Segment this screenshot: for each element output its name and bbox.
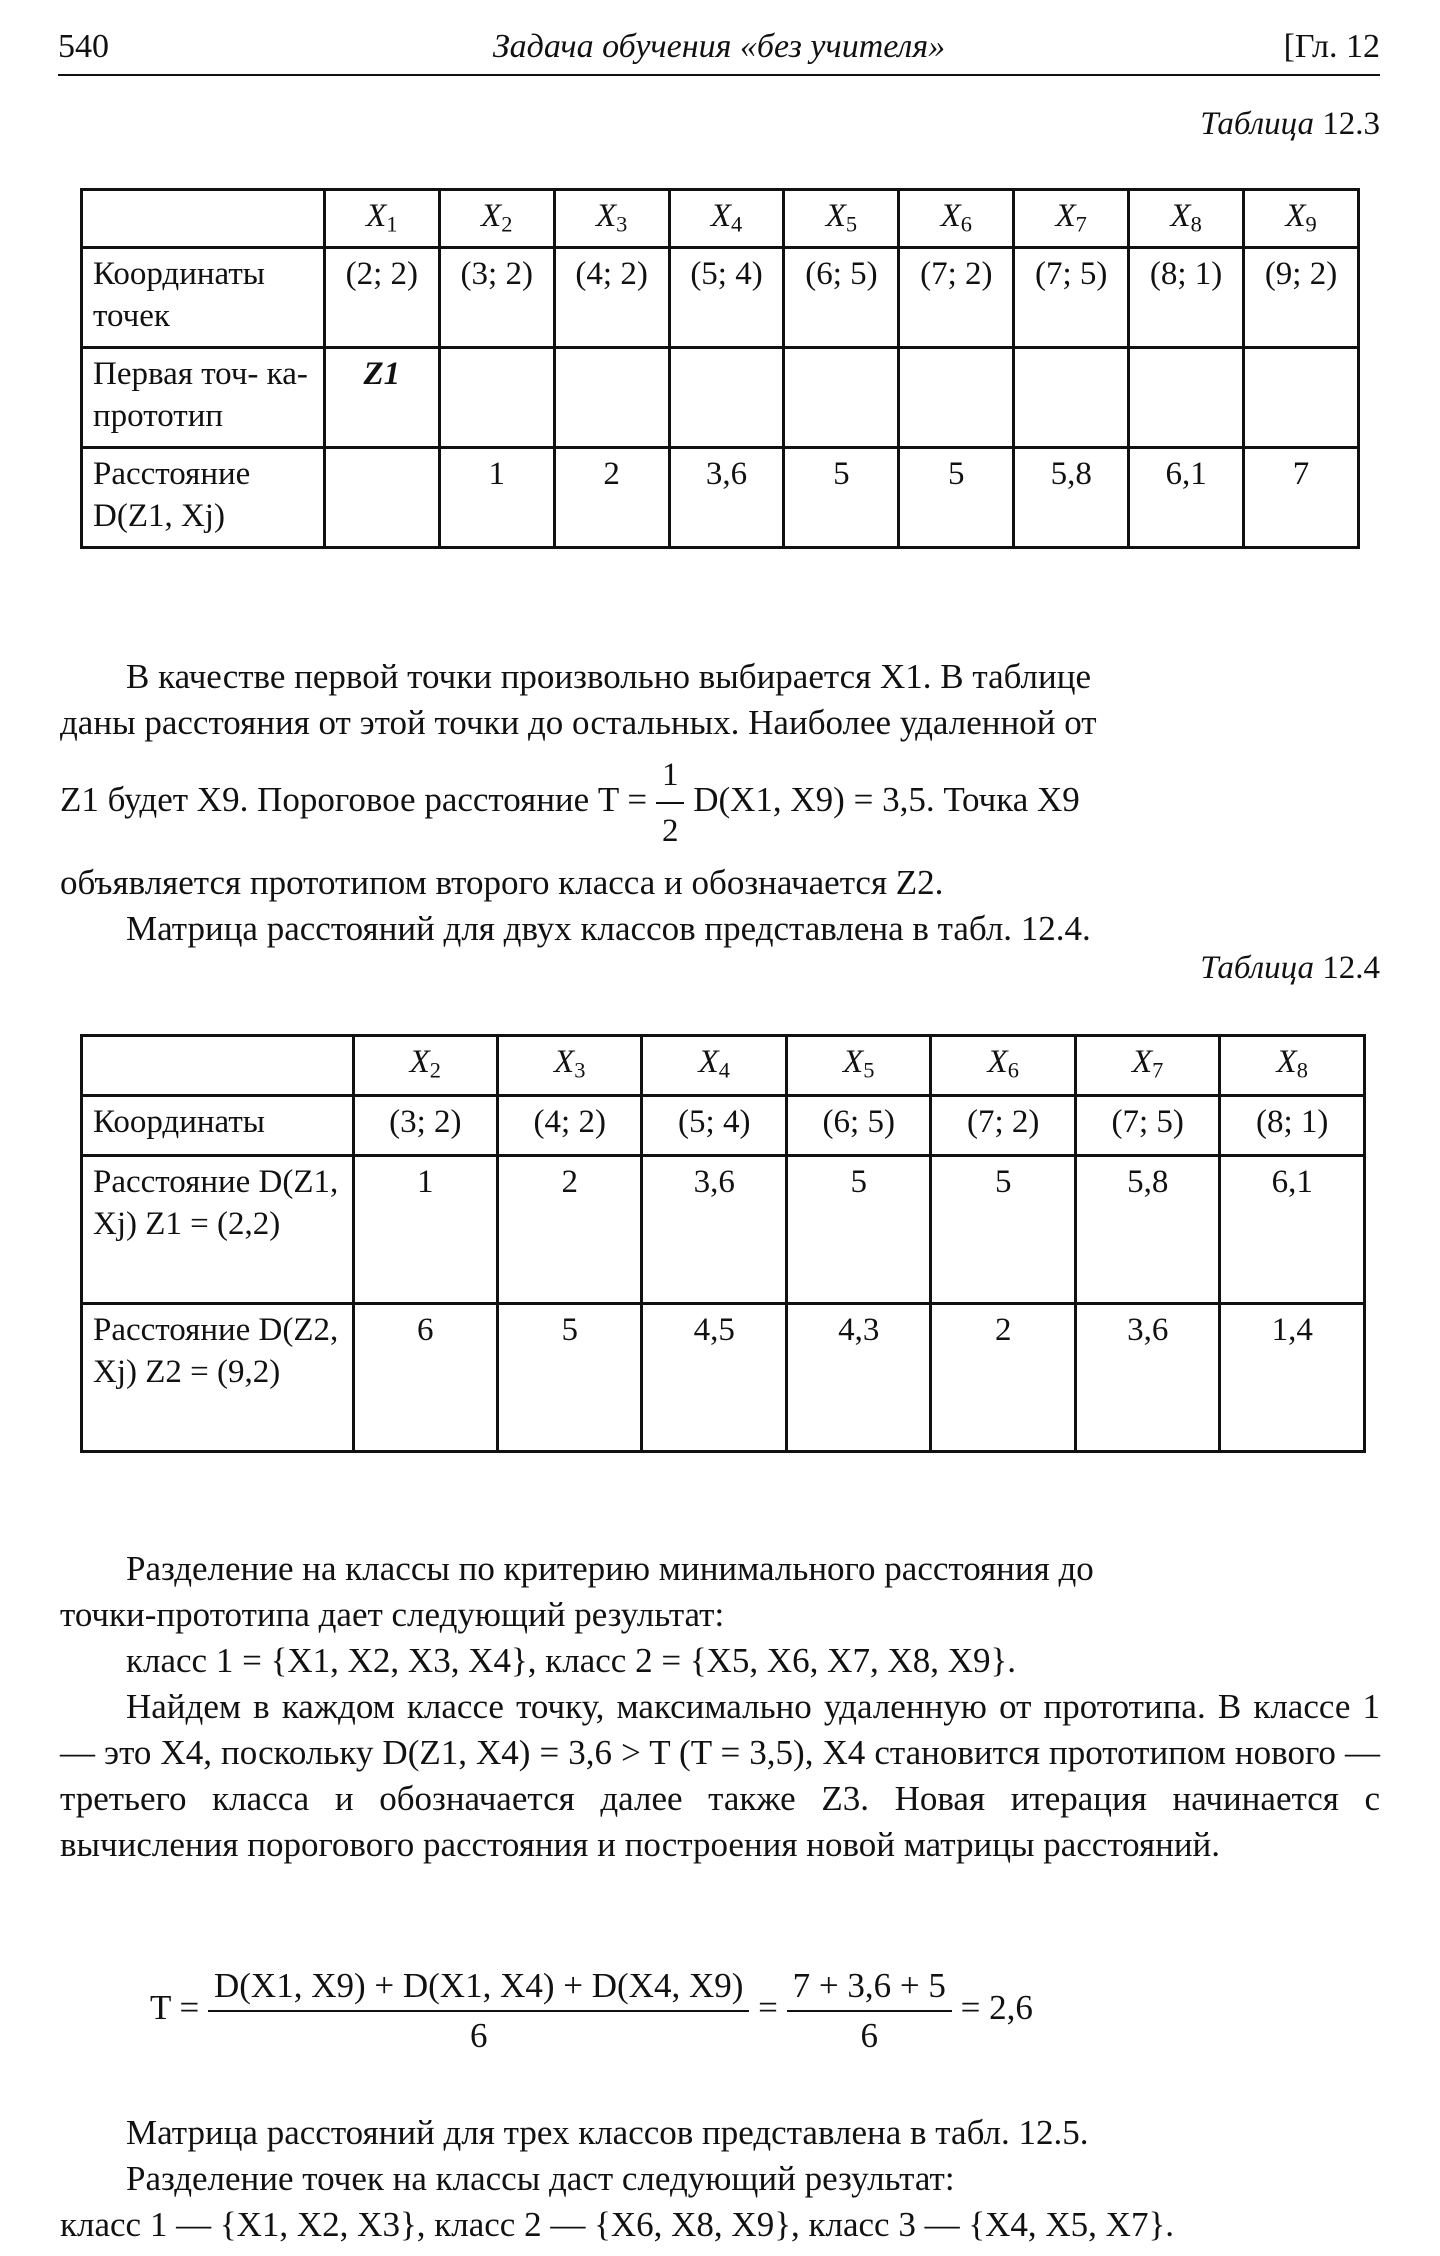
text-line: даны расстояния от этой точки до остальных. Наиболее удаленной от — [60, 703, 1097, 742]
table-cell: (7; 2) — [899, 248, 1014, 348]
table-cell — [1014, 348, 1129, 448]
row-label: Расстояние D(Z2, Xj) Z2 = (9,2) — [82, 1304, 354, 1452]
table-cell: (8; 1) — [1220, 1096, 1365, 1156]
table-cell: 5 — [786, 1156, 931, 1304]
paragraph-3 — [60, 2110, 1380, 2248]
table-row — [82, 348, 1359, 448]
table-cell: Z1 — [324, 348, 439, 448]
table-cell: 6,1 — [1129, 448, 1244, 548]
corner-cell — [82, 190, 325, 248]
table-cell — [554, 348, 669, 448]
text-line: В качестве первой точки произвольно выбирается X1. В таблице — [126, 657, 1091, 696]
table-cell: (4; 2) — [498, 1096, 642, 1156]
row-label: Первая точ- ка-прототип — [82, 348, 325, 448]
header-cell: $X_1$ — [324, 190, 439, 248]
table-12-4 — [80, 1034, 1366, 1453]
table-cell: 6 — [353, 1304, 497, 1452]
table-cell: (7; 5) — [1014, 248, 1129, 348]
text-line: Z1 будет X9. Пороговое расстояние T = $\frac{1}{2}$ D(X1, X9) = 3,5. Точка X9 — [60, 752, 1380, 854]
table-cell: 3,6 — [1075, 1304, 1220, 1452]
row-label: Координаты — [82, 1096, 354, 1156]
table-cell: 6,1 — [1220, 1156, 1365, 1304]
header-cell: $X_6$ — [899, 190, 1014, 248]
corner-cell — [82, 1036, 354, 1096]
table-cell: (9; 2) — [1244, 248, 1359, 348]
table-cell: 1 — [439, 448, 554, 548]
text-line: точки-прототипа дает следующий результат: — [60, 1595, 725, 1634]
table-cell: (7; 5) — [1075, 1096, 1220, 1156]
table-cell: (6; 5) — [786, 1096, 931, 1156]
table-cell: 4,3 — [786, 1304, 931, 1452]
table-cell: (7; 2) — [931, 1096, 1075, 1156]
table-row — [82, 1156, 1365, 1304]
fraction: $\frac{D(X1, X9) + D(X1, X4) + D(X4, X9)}{6}$ — [208, 1966, 749, 2056]
header-cell: $X_9$ — [1244, 190, 1359, 248]
table-cell: 5 — [899, 448, 1014, 548]
page-header — [58, 22, 1380, 76]
header-cell: $X_7$ — [1075, 1036, 1220, 1096]
table-cell — [1129, 348, 1244, 448]
header-cell: $X_3$ — [498, 1036, 642, 1096]
table-cell: (2; 2) — [324, 248, 439, 348]
table-cell — [784, 348, 899, 448]
table-cell: (4; 2) — [554, 248, 669, 348]
header-cell: $X_5$ — [786, 1036, 931, 1096]
table-cell: 2 — [498, 1156, 642, 1304]
table-header-row — [82, 190, 1359, 248]
text-line: класс 1 — {X1, X2, X3}, класс 2 — {X6, X8, X9}, класс 3 — {X4, X5, X7}. — [60, 2205, 1175, 2244]
text-line: Матрица расстояний для двух классов представлена в табл. 12.4. — [126, 909, 1091, 948]
text-line: Разделение точек на классы даст следующий результат: — [126, 2159, 955, 2198]
text-line: Разделение на классы по критерию минимального расстояния до — [126, 1549, 1094, 1588]
fraction: $\frac{1}{2}$ — [656, 752, 685, 854]
text-line: класс 1 = {X1, X2, X3, X4}, класс 2 = {X5, X6, X7, X8, X9}. — [126, 1641, 1017, 1680]
table-cell: 3,6 — [669, 448, 784, 548]
table-row — [82, 1096, 1365, 1156]
header-cell: $X_4$ — [669, 190, 784, 248]
table-12-3 — [80, 188, 1360, 549]
table-cell — [1244, 348, 1359, 448]
row-label: Расстояние D(Z1, Xj) — [82, 448, 325, 548]
table-cell: 4,5 — [642, 1304, 787, 1452]
table-cell: 5 — [931, 1156, 1075, 1304]
table-cell — [669, 348, 784, 448]
table-cell: 5 — [784, 448, 899, 548]
table-cell: 3,6 — [642, 1156, 787, 1304]
running-title: Задача обучения «без учителя» — [492, 28, 946, 65]
header-cell: $X_2$ — [353, 1036, 497, 1096]
table-cell — [439, 348, 554, 448]
table-12-4-caption: Таблица 12.4 — [1200, 950, 1380, 986]
header-cell: $X_8$ — [1220, 1036, 1365, 1096]
row-label: Расстояние D(Z1, Xj) Z1 = (2,2) — [82, 1156, 354, 1304]
table-cell: (3; 2) — [353, 1096, 497, 1156]
header-cell: $X_2$ — [439, 190, 554, 248]
table-cell: 7 — [1244, 448, 1359, 548]
text-line: объявляется прототипом второго класса и обозначается Z2. — [60, 863, 944, 902]
header-cell: $X_6$ — [931, 1036, 1075, 1096]
header-cell: $X_7$ — [1014, 190, 1129, 248]
table-12-3-caption: Таблица 12.3 — [1200, 106, 1380, 142]
table-cell: (5; 4) — [642, 1096, 787, 1156]
row-label: Координаты точек — [82, 248, 325, 348]
threshold-formula: T = $\frac{D(X1, X9) + D(X1, X4) + D(X4, X9)}{6}$ = $\frac{7 + 3,6 + 5}{6}$ = 2,6 — [150, 1966, 1033, 2055]
chapter-label: [Гл. 12 — [1283, 28, 1380, 65]
header-cell: $X_8$ — [1129, 190, 1244, 248]
paragraph-1 — [60, 654, 1380, 952]
header-cell: $X_3$ — [554, 190, 669, 248]
table-cell: 5,8 — [1014, 448, 1129, 548]
page-number: 540 — [58, 28, 109, 65]
table-cell: 1,4 — [1220, 1304, 1365, 1452]
table-cell: 1 — [353, 1156, 497, 1304]
text-block: Найдем в каждом классе точку, максимально удаленную от прототипа. В классе 1 — это X4, поскольку D(Z1, X4) = 3,6 > T (T = 3,5), X4 становится прототипом нового — третьего класса и обозначается далее также Z3. Новая итерация начинается с вычисления порогового расстояния и построения новой матрицы расстояний. — [60, 1687, 1380, 1864]
table-cell: (5; 4) — [669, 248, 784, 348]
fraction: $\frac{7 + 3,6 + 5}{6}$ — [787, 1966, 952, 2056]
table-row — [82, 248, 1359, 348]
table-cell: 2 — [554, 448, 669, 548]
table-cell: 2 — [931, 1304, 1075, 1452]
table-row — [82, 1304, 1365, 1452]
table-cell: (6; 5) — [784, 248, 899, 348]
table-cell — [324, 448, 439, 548]
table-header-row — [82, 1036, 1365, 1096]
paragraph-2 — [60, 1546, 1380, 1868]
table-cell: (8; 1) — [1129, 248, 1244, 348]
table-cell: (3; 2) — [439, 248, 554, 348]
header-cell: $X_5$ — [784, 190, 899, 248]
table-row — [82, 448, 1359, 548]
text-line: Матрица расстояний для трех классов представлена в табл. 12.5. — [126, 2113, 1089, 2152]
table-cell — [899, 348, 1014, 448]
table-cell: 5,8 — [1075, 1156, 1220, 1304]
table-cell: 5 — [498, 1304, 642, 1452]
header-cell: $X_4$ — [642, 1036, 787, 1096]
